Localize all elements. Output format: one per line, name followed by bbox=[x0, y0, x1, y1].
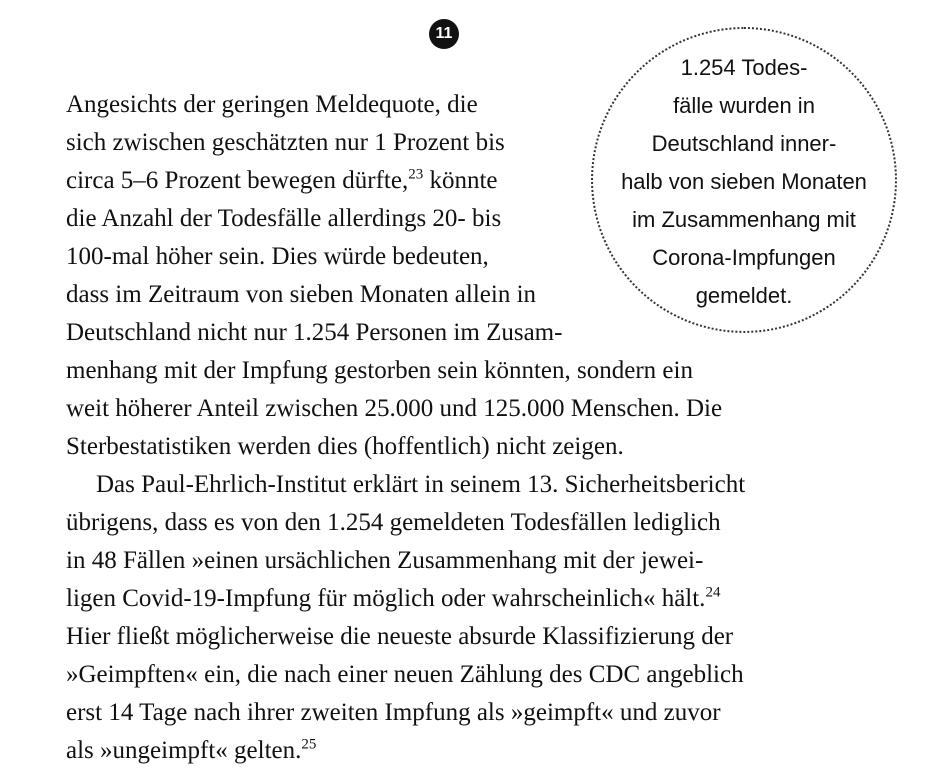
body-line: »Geimpften« ein, die nach einer neuen Zählung des CDC angeblich bbox=[66, 661, 744, 688]
body-line: Deutschland nicht nur 1.254 Personen im Zusam- bbox=[66, 319, 563, 346]
body-text: circa 5–6 Prozent bewegen dürfte, bbox=[66, 167, 409, 194]
body-line: erst 14 Tage nach ihrer zweiten Impfung als »geimpft« und zuvor bbox=[66, 699, 721, 726]
callout-line: Deutschland inner- bbox=[651, 131, 837, 156]
callout-line: im Zusammenhang mit bbox=[632, 207, 856, 232]
callout-line: Corona-Impfungen bbox=[652, 245, 836, 270]
body-line: dass im Zeitraum von sieben Monaten allein in bbox=[66, 281, 537, 308]
body-line bbox=[66, 163, 498, 199]
page-number-badge: 11 bbox=[429, 19, 459, 49]
body-line: Das Paul-Ehrlich-Institut erklärt in seinem 13. Sicherheitsbericht bbox=[96, 471, 746, 498]
body-line: Hier fließt möglicherweise die neueste absurde Klassifizierung der bbox=[66, 623, 734, 650]
body-text: ligen Covid-19-Impfung für möglich oder wahrscheinlich« hält. bbox=[66, 585, 706, 612]
body-line: sich zwischen geschätzten nur 1 Prozent bis bbox=[66, 129, 505, 156]
body-line bbox=[66, 733, 316, 769]
footnote-marker: 25 bbox=[301, 736, 317, 753]
callout-line: gemeldet. bbox=[695, 283, 793, 308]
body-line: menhang mit der Impfung gestorben sein könnten, sondern ein bbox=[66, 357, 693, 384]
body-line: die Anzahl der Todesfälle allerdings 20- bis bbox=[66, 205, 502, 232]
footnote-marker: 23 bbox=[408, 166, 424, 183]
body-line: übrigens, dass es von den 1.254 gemeldeten Todesfällen lediglich bbox=[66, 509, 721, 536]
callout-line: 1.254 Todes- bbox=[680, 55, 808, 80]
body-text: als »ungeimpft« gelten. bbox=[66, 737, 302, 764]
body-line: Sterbestatistiken werden dies (hoffentlich) nicht zeigen. bbox=[66, 433, 624, 460]
footnote-marker: 24 bbox=[705, 584, 721, 601]
callout-line: fälle wurden in bbox=[673, 93, 815, 118]
body-text: könnte bbox=[423, 167, 498, 194]
callout-line: halb von sieben Monaten bbox=[621, 169, 867, 194]
body-line: in 48 Fällen »einen ursächlichen Zusammenhang mit der jewei- bbox=[66, 547, 704, 574]
body-line bbox=[66, 581, 720, 617]
body-line: 100-mal höher sein. Dies würde bedeuten, bbox=[66, 243, 489, 270]
body-line: weit höherer Anteil zwischen 25.000 und 125.000 Menschen. Die bbox=[66, 395, 723, 422]
body-line: Angesichts der geringen Meldequote, die bbox=[66, 91, 478, 118]
